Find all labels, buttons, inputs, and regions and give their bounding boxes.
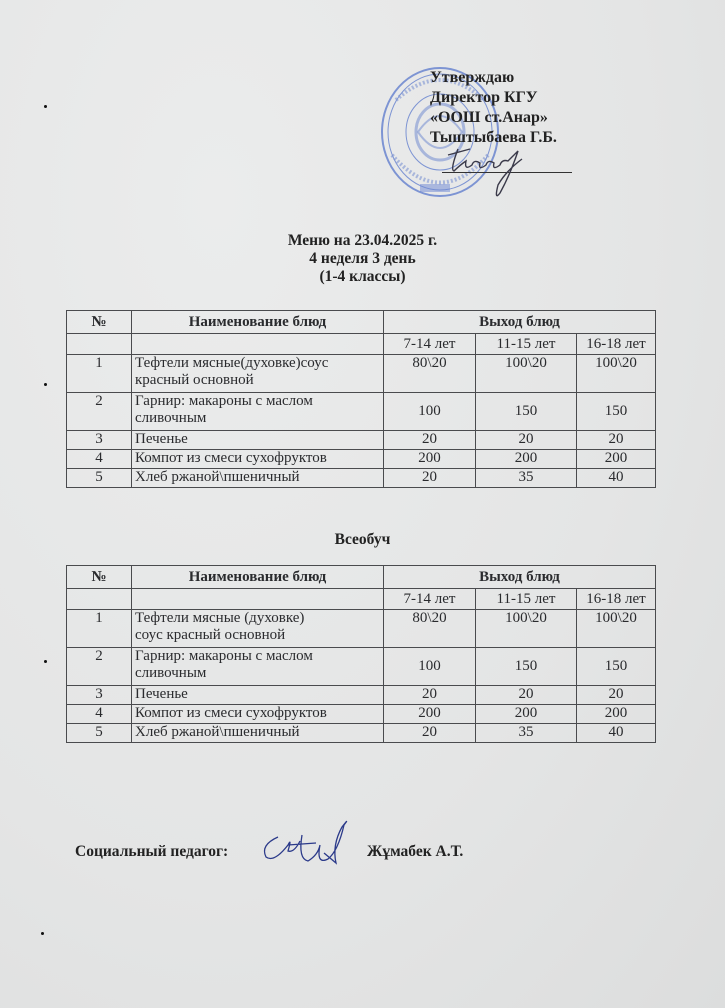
table-row (67, 610, 656, 648)
punch-dot (44, 105, 47, 108)
portion-value: 200 (384, 450, 476, 469)
header-output: Выход блюд (384, 311, 656, 334)
pedagogue-signature-icon (258, 815, 358, 870)
approval-line: Утверждаю (430, 69, 515, 86)
dish-name-line: Тефтели мясные(духовке)соус (135, 355, 329, 371)
row-number: 4 (67, 450, 132, 469)
age-group: 16-18 лет (577, 334, 656, 355)
table-row (67, 393, 656, 431)
row-number: 3 (67, 431, 132, 450)
header-number: № (67, 566, 132, 589)
row-number: 2 (67, 648, 132, 686)
table-subheader-row (67, 334, 656, 355)
menu-table-vseobuch (66, 565, 656, 743)
row-number: 3 (67, 686, 132, 705)
dish-name: Компот из смеси сухофруктов (132, 450, 384, 469)
dish-name: Печенье (132, 431, 384, 450)
dish-name (132, 355, 384, 393)
portion-value: 200 (476, 705, 577, 724)
menu-date: Меню на 23.04.2025 г. (287, 232, 438, 249)
dish-name (132, 610, 384, 648)
dish-name (132, 648, 384, 686)
portion-value: 40 (577, 469, 656, 488)
portion-value: 35 (476, 724, 577, 743)
portion-value: 100 (384, 648, 476, 686)
portion-value: 150 (577, 393, 656, 431)
portion-value: 20 (577, 686, 656, 705)
portion-value: 100\20 (577, 610, 656, 648)
dish-name (132, 393, 384, 431)
header-number: № (67, 311, 132, 334)
portion-value: 40 (577, 724, 656, 743)
age-group: 11-15 лет (476, 589, 577, 610)
portion-value: 20 (384, 724, 476, 743)
portion-value: 100 (384, 393, 476, 431)
table-row (67, 450, 656, 469)
menu-title (0, 232, 725, 286)
table-header-row (67, 566, 656, 589)
table-subheader-row (67, 589, 656, 610)
dish-name: Хлеб ржаной\пшеничный (132, 469, 384, 488)
social-pedagogue-label: Социальный педагог: (75, 843, 229, 860)
age-group: 16-18 лет (577, 589, 656, 610)
portion-value: 20 (384, 431, 476, 450)
age-group: 7-14 лет (384, 589, 476, 610)
punch-dot (44, 383, 47, 386)
portion-value: 200 (476, 450, 577, 469)
director-signature-icon (440, 135, 530, 205)
dish-name-line: сливочным (135, 410, 207, 426)
portion-value: 20 (384, 686, 476, 705)
table-row (67, 469, 656, 488)
portion-value: 150 (476, 648, 577, 686)
table-row (67, 724, 656, 743)
table-header-row (67, 311, 656, 334)
portion-value: 150 (577, 648, 656, 686)
portion-value: 200 (577, 450, 656, 469)
header-dish-name: Наименование блюд (132, 566, 384, 589)
age-group: 11-15 лет (476, 334, 577, 355)
age-group: 7-14 лет (384, 334, 476, 355)
portion-value: 200 (384, 705, 476, 724)
menu-table-primary (66, 310, 656, 488)
portion-value: 100\20 (476, 355, 577, 393)
dish-name-line: Гарнир: макароны с маслом (135, 648, 313, 664)
row-number: 2 (67, 393, 132, 431)
row-number: 1 (67, 610, 132, 648)
social-pedagogue-name: Жұмабек А.Т. (367, 843, 464, 860)
table-row (67, 686, 656, 705)
table-row (67, 431, 656, 450)
dish-name: Компот из смеси сухофруктов (132, 705, 384, 724)
dish-name: Хлеб ржаной\пшеничный (132, 724, 384, 743)
portion-value: 80\20 (384, 610, 476, 648)
portion-value: 20 (577, 431, 656, 450)
dish-name-line: красный основной (135, 372, 254, 388)
portion-value: 20 (476, 431, 577, 450)
portion-value: 20 (384, 469, 476, 488)
row-number: 1 (67, 355, 132, 393)
row-number: 5 (67, 724, 132, 743)
menu-week-day: 4 неделя 3 день (309, 250, 416, 267)
portion-value: 150 (476, 393, 577, 431)
row-number: 5 (67, 469, 132, 488)
portion-value: 35 (476, 469, 577, 488)
portion-value: 100\20 (476, 610, 577, 648)
dish-name: Печенье (132, 686, 384, 705)
dish-name-line: Гарнир: макароны с маслом (135, 393, 313, 409)
menu-grades: (1-4 классы) (319, 268, 406, 285)
dish-name-line: сливочным (135, 665, 207, 681)
row-number: 4 (67, 705, 132, 724)
approval-director-name: Тыштыбаева Г.Б. (430, 129, 557, 146)
dish-name-line: Тефтели мясные (духовке) (135, 610, 305, 626)
portion-value: 100\20 (577, 355, 656, 393)
table-row (67, 705, 656, 724)
portion-value: 200 (577, 705, 656, 724)
table-row (67, 648, 656, 686)
section-title: Всеобуч (334, 531, 391, 548)
punch-dot (41, 932, 44, 935)
approval-organization: «ООШ ст.Анар» (430, 109, 548, 126)
approval-position: Директор КГУ (430, 89, 538, 106)
table-row (67, 355, 656, 393)
portion-value: 80\20 (384, 355, 476, 393)
dish-name-line: соус красный основной (135, 627, 286, 643)
header-output: Выход блюд (384, 566, 656, 589)
header-dish-name: Наименование блюд (132, 311, 384, 334)
punch-dot (44, 660, 47, 663)
portion-value: 20 (476, 686, 577, 705)
